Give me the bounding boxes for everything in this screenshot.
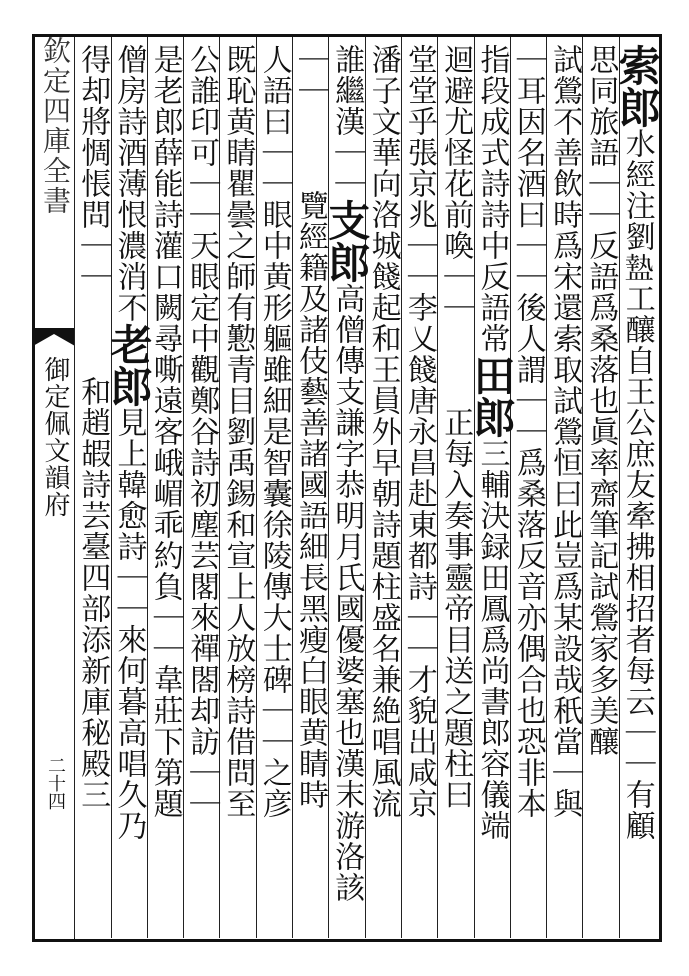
headword-char: 郎 [467,396,517,438]
headword-char: 郎 [104,365,154,407]
column-text: 既恥黄睛瞿曇之師有懃青目劉禹錫和宣上人放榜詩借問至 [220,44,256,819]
margin-header-text: 欽定四庫全書 [39,36,72,216]
column-text: 思同旅語｜｜反語爲桑落也眞率齋筆記試鶯家多美釀 [583,44,619,757]
page-margin-column [33,36,75,939]
column-text: 正每入奏事靈帝目送之題柱曰 [438,407,474,810]
column-text: 僧房詩酒薄恨濃消不 [111,44,147,323]
page-number: 二十四 [45,756,66,810]
column-text: 水經注劉𥂕工釀自王公庶友牽拂相招者每云｜｜有顧 [619,128,655,841]
column-text: 三輔決録田鳳爲尚書郎容儀端 [474,438,510,841]
column-text: 和趙嘏詩芸臺四部添新庫秘殿三 [75,376,111,810]
book-title: 御定佩文韻府 [40,356,70,518]
headword-char: 郎 [612,86,662,128]
headword-char [68,334,117,376]
column-text: 指段成式詩詩中反語常 [474,44,510,354]
headword-char: 支 [322,199,372,241]
column-text: 堂堂乎張京兆｜｜李乂餞唐永昌赴東都詩｜｜才貌出咸京 [401,44,437,819]
column-text: 覽經籍及諸伎藝善諸國語細長黑瘦白眼黄睛時 [293,190,328,810]
column-text: 試鶯不善飲時爲宋還索取試鶯恒曰此豈爲某設哉秖當｜與 [547,44,583,819]
headword-char: 田 [467,354,517,396]
headword-char: 索 [612,44,662,86]
headword-char [68,292,117,334]
column-text: ｜｜ [293,44,328,106]
column-text: 誰繼漢｜｜ [329,44,365,199]
column-text: 人語曰｜｜眼中黄形軀雖細是智囊徐陵傳大士碑｜｜之彦 [256,44,292,819]
column-text: 迴避尤怪花前喚｜｜ [438,44,474,323]
column-text: 得却將惆悵問｜｜ [75,44,111,292]
headword-char: 郎 [322,241,372,283]
text-column [70,44,114,934]
headword-char: 老 [104,323,154,365]
column-text: 潘子文華向洛城餞起和王員外早朝詩題柱盛名兼絶唱風流 [365,44,401,819]
column-text: 高僧傳支謙字恭明月氏國優婆塞也漢末游洛該 [329,283,365,903]
column-text: 是老郎薛能詩灌口闕尋嘶遠客峨嵋乖約負｜｜韋莊下第題 [147,44,183,819]
column-text: 見上韓愈詩｜｜來何暮高唱久乃 [111,407,147,841]
column-text: 公誰印可｜｜天眼定中觀鄭谷詩初塵芸閣來禪閤却訪｜｜ [184,44,220,819]
column-text: ｜耳因名酒曰｜｜後人謂｜｜爲桑落反音亦偶合也恐非本 [510,44,546,819]
